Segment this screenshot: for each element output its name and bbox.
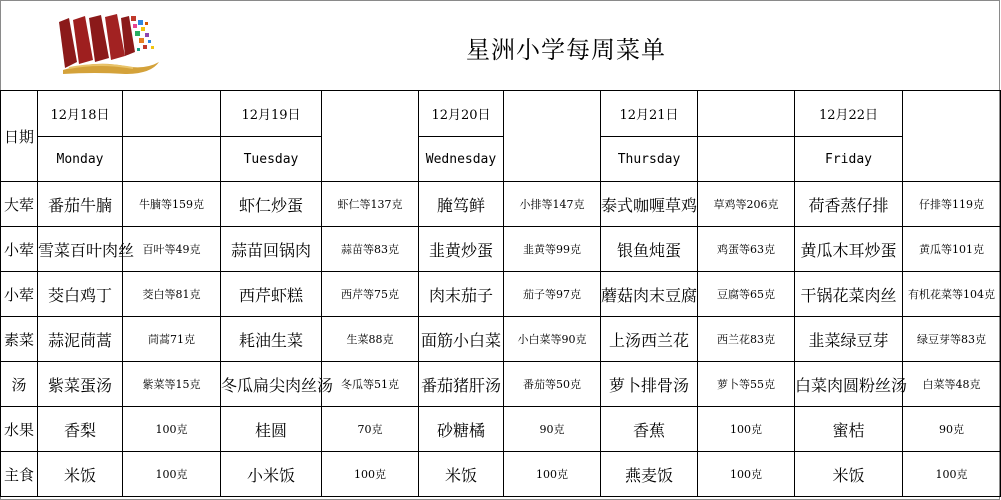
dish-cell: 茭白鸡丁 xyxy=(38,272,123,317)
dish-cell: 荷香蒸仔排 xyxy=(795,182,903,227)
dish-cell: 米饭 xyxy=(795,452,903,497)
empty-cell xyxy=(698,137,795,182)
dish-cell: 雪菜百叶肉丝 xyxy=(38,227,123,272)
school-logo-icon xyxy=(55,12,165,77)
quantity-cell: 70克 xyxy=(322,407,419,452)
dish-cell: 小米饭 xyxy=(221,452,322,497)
dish-cell: 冬瓜扁尖肉丝汤 xyxy=(221,362,322,407)
row-label: 汤 xyxy=(1,362,38,407)
dish-cell: 韭菜绿豆芽 xyxy=(795,317,903,362)
quantity-cell: 韭黄等99克 xyxy=(504,227,601,272)
meal-row xyxy=(1,227,1001,272)
quantity-cell: 100克 xyxy=(504,452,601,497)
meal-row xyxy=(1,362,1001,407)
quantity-cell: 茄子等97克 xyxy=(504,272,601,317)
row-label: 小荤 xyxy=(1,227,38,272)
date-row xyxy=(1,91,1001,137)
date-cell: 12月18日 xyxy=(38,91,123,137)
dish-cell: 银鱼炖蛋 xyxy=(601,227,698,272)
quantity-cell: 100克 xyxy=(123,407,221,452)
empty-cell xyxy=(903,91,1001,182)
dish-cell: 香梨 xyxy=(38,407,123,452)
quantity-cell: 百叶等49克 xyxy=(123,227,221,272)
date-header-label: 日期 xyxy=(1,91,38,182)
quantity-cell: 草鸡等206克 xyxy=(698,182,795,227)
quantity-cell: 100克 xyxy=(698,407,795,452)
dish-cell: 面筋小白菜 xyxy=(419,317,504,362)
row-label: 小荤 xyxy=(1,272,38,317)
quantity-cell: 番茄等50克 xyxy=(504,362,601,407)
quantity-cell: 100克 xyxy=(322,452,419,497)
dish-cell: 黄瓜木耳炒蛋 xyxy=(795,227,903,272)
dish-cell: 番茄猪肝汤 xyxy=(419,362,504,407)
empty-cell xyxy=(322,91,419,182)
quantity-cell: 茼蒿71克 xyxy=(123,317,221,362)
quantity-cell: 豆腐等65克 xyxy=(698,272,795,317)
dish-cell: 白菜肉圆粉丝汤 xyxy=(795,362,903,407)
quantity-cell: 100克 xyxy=(698,452,795,497)
dish-cell: 蘑菇肉末豆腐 xyxy=(601,272,698,317)
weekday-cell: Wednesday xyxy=(419,137,504,182)
weekly-menu-table xyxy=(0,90,1001,497)
dish-cell: 蒜泥茼蒿 xyxy=(38,317,123,362)
date-cell: 12月19日 xyxy=(221,91,322,137)
page-title: 星洲小学每周菜单 xyxy=(466,36,666,64)
quantity-cell: 蒜苗等83克 xyxy=(322,227,419,272)
quantity-cell: 虾仁等137克 xyxy=(322,182,419,227)
quantity-cell: 萝卜等55克 xyxy=(698,362,795,407)
dish-cell: 番茄牛腩 xyxy=(38,182,123,227)
meal-row xyxy=(1,182,1001,227)
empty-cell xyxy=(504,91,601,182)
dish-cell: 韭黄炒蛋 xyxy=(419,227,504,272)
quantity-cell: 紫菜等15克 xyxy=(123,362,221,407)
dish-cell: 腌笃鲜 xyxy=(419,182,504,227)
dish-cell: 燕麦饭 xyxy=(601,452,698,497)
quantity-cell: 冬瓜等51克 xyxy=(322,362,419,407)
dish-cell: 萝卜排骨汤 xyxy=(601,362,698,407)
date-cell: 12月22日 xyxy=(795,91,903,137)
weekday-cell: Monday xyxy=(38,137,123,182)
quantity-cell: 绿豆芽等83克 xyxy=(903,317,1001,362)
dish-cell: 米饭 xyxy=(419,452,504,497)
dish-cell: 砂糖橘 xyxy=(419,407,504,452)
dish-cell: 泰式咖喱草鸡 xyxy=(601,182,698,227)
weekday-cell: Thursday xyxy=(601,137,698,182)
dish-cell: 上汤西兰花 xyxy=(601,317,698,362)
meal-row xyxy=(1,317,1001,362)
quantity-cell: 西兰花83克 xyxy=(698,317,795,362)
weekday-row xyxy=(1,137,1001,182)
date-cell: 12月20日 xyxy=(419,91,504,137)
meal-row xyxy=(1,407,1001,452)
dish-cell: 耗油生菜 xyxy=(221,317,322,362)
row-label: 主食 xyxy=(1,452,38,497)
meal-row xyxy=(1,452,1001,497)
dish-cell: 香蕉 xyxy=(601,407,698,452)
quantity-cell: 100克 xyxy=(903,452,1001,497)
quantity-cell: 牛腩等159克 xyxy=(123,182,221,227)
quantity-cell: 西芹等75克 xyxy=(322,272,419,317)
weekday-cell: Tuesday xyxy=(221,137,322,182)
quantity-cell: 黄瓜等101克 xyxy=(903,227,1001,272)
date-cell: 12月21日 xyxy=(601,91,698,137)
dish-cell: 干锅花菜肉丝 xyxy=(795,272,903,317)
quantity-cell: 茭白等81克 xyxy=(123,272,221,317)
quantity-cell: 鸡蛋等63克 xyxy=(698,227,795,272)
dish-cell: 米饭 xyxy=(38,452,123,497)
row-label: 水果 xyxy=(1,407,38,452)
empty-cell xyxy=(123,91,221,137)
dish-cell: 西芹虾糕 xyxy=(221,272,322,317)
quantity-cell: 白菜等48克 xyxy=(903,362,1001,407)
dish-cell: 紫菜蛋汤 xyxy=(38,362,123,407)
quantity-cell: 小白菜等90克 xyxy=(504,317,601,362)
quantity-cell: 生菜88克 xyxy=(322,317,419,362)
empty-cell xyxy=(123,137,221,182)
page-header xyxy=(0,0,1000,91)
dish-cell: 虾仁炒蛋 xyxy=(221,182,322,227)
dish-cell: 蒜苗回锅肉 xyxy=(221,227,322,272)
dish-cell: 桂圆 xyxy=(221,407,322,452)
row-label: 大荤 xyxy=(1,182,38,227)
quantity-cell: 小排等147克 xyxy=(504,182,601,227)
dish-cell: 蜜桔 xyxy=(795,407,903,452)
quantity-cell: 90克 xyxy=(903,407,1001,452)
quantity-cell: 有机花菜等104克 xyxy=(903,272,1001,317)
meal-row xyxy=(1,272,1001,317)
dish-cell: 肉末茄子 xyxy=(419,272,504,317)
quantity-cell: 仔排等119克 xyxy=(903,182,1001,227)
quantity-cell: 100克 xyxy=(123,452,221,497)
empty-cell xyxy=(698,91,795,137)
row-label: 素菜 xyxy=(1,317,38,362)
quantity-cell: 90克 xyxy=(504,407,601,452)
weekday-cell: Friday xyxy=(795,137,903,182)
